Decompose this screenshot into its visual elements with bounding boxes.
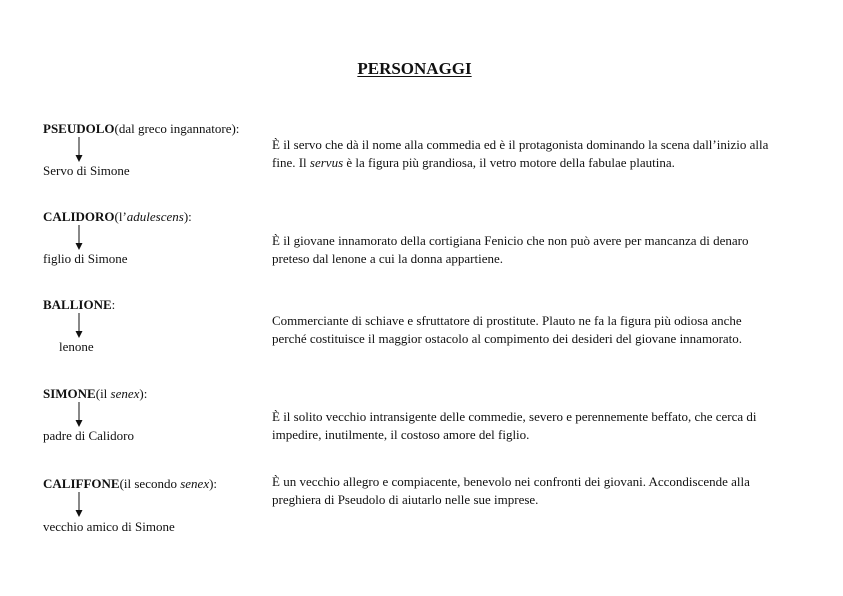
character-role: Servo di Simone [43,163,130,178]
character-heading: CALIFFONE(il secondo senex): [43,476,218,491]
character-description-ballione: Commerciante di schiave e sfruttatore di prostitute. Plauto ne fa la figura più odiosa anche perché costituisce il maggior ostacolo al compimento dei desideri del giovane innamorato. [272,313,743,346]
character-heading [43,121,239,137]
character-name: SIMONE [43,386,96,401]
character-name: BALLIONE [43,297,112,312]
page-title: PERSONAGGI [357,59,472,78]
arrow-down-icon [73,225,85,251]
character-note: (dal greco ingannatore): [114,121,240,136]
character-heading: SIMONE(il senex): [43,386,148,401]
character-description-simone: È il solito vecchio intransigente delle commedie, severo e perennemente beffato, che cerca di impedire, inutilmente, il costoso amore del figlio. [272,409,757,442]
character-role: padre di Calidoro [43,428,134,443]
character-description-calidoro: È il giovane innamorato della cortigiana Fenicio che non può avere per mancanza di denaro preteso dal lenone a cui la donna appartiene. [272,233,749,266]
arrow-down-icon [73,402,85,428]
character-description-pseudolo: È il servo che dà il nome alla commedia ed è il protagonista dominando la scena dall’inizio alla fine. Il servus è la figura più grandiosa, il vetro motore della fabulae plautina. [272,137,769,170]
arrow-down-icon [73,313,85,339]
character-name: CALIDORO [43,209,115,224]
character-role: figlio di Simone [43,251,128,266]
arrow-down-icon [73,137,85,163]
character-heading: BALLIONE: [43,297,116,312]
character-role: vecchio amico di Simone [43,519,175,534]
character-description-califfone: È un vecchio allegro e compiacente, benevolo nei confronti dei giovani. Accondiscende alla preghiera di Pseudolo di aiutarlo nelle sue imprese. [272,474,750,507]
character-heading: CALIDORO(l’adulescens): [43,209,192,224]
character-role: lenone [59,339,94,354]
arrow-down-icon [73,492,85,518]
character-name: CALIFFONE [43,476,120,491]
character-name: PSEUDOLO [43,121,115,136]
